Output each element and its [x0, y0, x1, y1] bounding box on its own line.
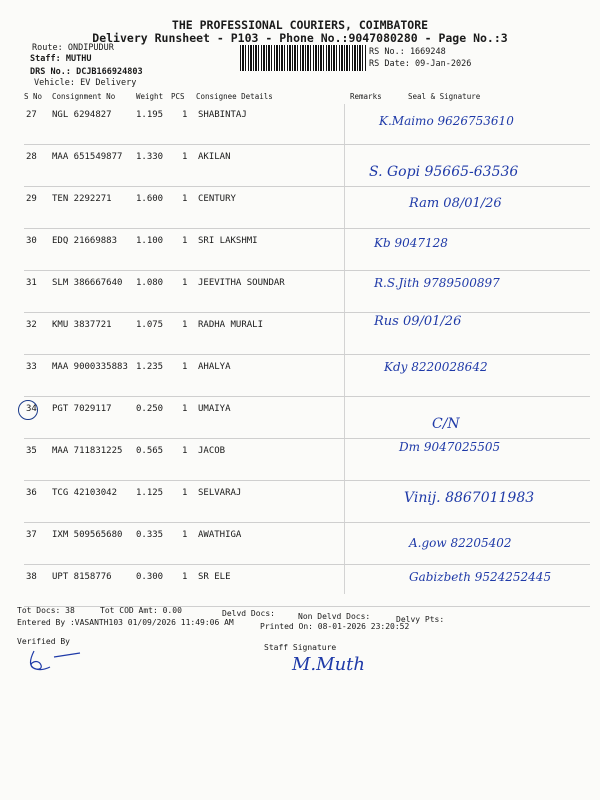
row-sno: 36 [26, 488, 37, 498]
staff-line [30, 54, 91, 64]
row-weight: 1.125 [136, 488, 164, 498]
row-separator [24, 186, 590, 187]
row-pcs: 1 [182, 530, 188, 540]
row-sno: 34 [26, 404, 37, 414]
row-weight: 1.075 [136, 320, 164, 330]
row-pcs: 1 [182, 194, 188, 204]
row-pcs: 1 [182, 446, 188, 456]
row-weight: 1.080 [136, 278, 164, 288]
row-consignment-no: SLM 386667640 [52, 278, 123, 288]
row-weight: 0.300 [136, 572, 164, 582]
row-separator [24, 396, 590, 397]
entered-by: Entered By :VASANTH103 01/09/2026 11:49:06 AM [17, 618, 234, 627]
staff-label: Staff: [30, 54, 61, 64]
row-handwritten-signature: Dm 9047025505 [399, 440, 501, 454]
table-row [24, 188, 590, 230]
staff-signature-label: Staff Signature [264, 643, 337, 652]
delivery-points: Delvy Pts: [396, 615, 445, 624]
row-handwritten-signature: Kb 9047128 [374, 236, 448, 250]
row-consignment-no: IXM 509565680 [52, 530, 123, 540]
row-handwritten-signature: Gabizbeth 9524252445 [409, 570, 552, 584]
route-label: Route: [32, 43, 63, 53]
row-sno: 35 [26, 446, 37, 456]
row-separator [24, 312, 590, 313]
drs-label: DRS No.: [30, 67, 71, 77]
row-consignee-name: RADHA MURALI [198, 320, 264, 330]
row-consignee-name: AKILAN [198, 152, 231, 162]
row-consignment-no: EDQ 21669883 [52, 236, 118, 246]
staff-value: MUTHU [65, 54, 92, 64]
row-handwritten-signature: Ram 08/01/26 [409, 196, 502, 211]
runsheet-table [24, 92, 590, 600]
delivered-docs: Delvd Docs: [222, 609, 275, 618]
drs-line [30, 67, 143, 77]
row-weight: 0.335 [136, 530, 164, 540]
row-sno: 33 [26, 362, 37, 372]
row-separator [24, 354, 590, 355]
row-sno: 32 [26, 320, 37, 330]
row-consignee-name: CENTURY [198, 194, 236, 204]
row-consignee-name: SRI LAKSHMI [198, 236, 258, 246]
barcode [240, 45, 366, 71]
row-sno: 31 [26, 278, 37, 288]
col-pcs: PCS [171, 92, 185, 101]
row-consignment-no: NGL 6294827 [52, 110, 112, 120]
col-weight: Weight [136, 92, 164, 101]
col-seal-signature: Seal & Signature [408, 92, 481, 101]
row-separator [24, 270, 590, 271]
row-pcs: 1 [182, 488, 188, 498]
table-row [24, 230, 590, 272]
row-weight: 1.235 [136, 362, 164, 372]
row-consignee-name: UMAIYA [198, 404, 231, 414]
row-handwritten-signature: Kdy 8220028642 [384, 360, 488, 374]
drs-value: DCJB166924803 [76, 67, 143, 77]
row-weight: 1.195 [136, 110, 164, 120]
company-title: THE PROFESSIONAL COURIERS, COIMBATORE [171, 18, 429, 32]
row-pcs: 1 [182, 278, 188, 288]
row-pcs: 1 [182, 236, 188, 246]
row-consignee-name: SHABINTAJ [198, 110, 247, 120]
table-row [24, 104, 590, 146]
row-pcs: 1 [182, 572, 188, 582]
col-consignee: Consignee Details [196, 92, 273, 101]
row-consignee-name: AWATHIGA [198, 530, 242, 540]
row-separator [24, 144, 590, 145]
row-weight: 0.250 [136, 404, 164, 414]
row-separator [24, 522, 590, 523]
row-weight: 1.600 [136, 194, 164, 204]
row-weight: 0.565 [136, 446, 164, 456]
row-pcs: 1 [182, 362, 188, 372]
row-sno: 38 [26, 572, 37, 582]
row-sno: 27 [26, 110, 37, 120]
row-consignee-name: JEEVITHA SOUNDAR [198, 278, 285, 288]
row-handwritten-signature: Vinij. 8867011983 [404, 490, 535, 506]
table-row [24, 146, 590, 188]
table-row [24, 272, 590, 314]
row-separator [24, 480, 590, 481]
printed-on: Printed On: 08-01-2026 23:20:52 [260, 622, 410, 631]
verifier-signature [20, 645, 90, 675]
row-highlight-circle [18, 400, 38, 420]
row-sno: 37 [26, 530, 37, 540]
table-row [24, 524, 590, 566]
row-sno: 30 [26, 236, 37, 246]
table-row [24, 398, 590, 440]
row-separator [24, 438, 590, 439]
table-row [24, 314, 590, 356]
route-value: ONDIPUDUR [67, 43, 114, 53]
row-sno: 28 [26, 152, 37, 162]
runsheet-subtitle: Delivery Runsheet - P103 - Phone No.:9047080280 - Page No.:3 [92, 31, 508, 45]
row-weight: 1.330 [136, 152, 164, 162]
row-consignment-no: TEN 2292271 [52, 194, 112, 204]
total-cod-amount: Tot COD Amt: 0.00 [100, 606, 182, 615]
row-pcs: 1 [182, 404, 188, 414]
row-consignee-name: SR ELE [198, 572, 231, 582]
row-handwritten-signature: K.Maimo 9626753610 [379, 114, 514, 128]
row-handwritten-signature: R.S.Jith 9789500897 [374, 276, 500, 290]
row-pcs: 1 [182, 152, 188, 162]
table-row [24, 356, 590, 398]
staff-signature-handwriting: M.Muth [292, 654, 366, 675]
vehicle-label: Vehicle: [34, 78, 75, 88]
row-weight: 1.100 [136, 236, 164, 246]
table-row [24, 566, 590, 608]
total-docs: Tot Docs: 38 [17, 606, 75, 615]
row-separator [24, 564, 590, 565]
row-handwritten-signature: S. Gopi 95665-63536 [369, 164, 519, 180]
row-consignment-no: MAA 651549877 [52, 152, 123, 162]
row-consignment-no: MAA 9000335883 [52, 362, 128, 372]
row-consignment-no: KMU 3837721 [52, 320, 112, 330]
row-consignee-name: SELVARAJ [198, 488, 242, 498]
rs-date: RS Date: 09-Jan-2026 [369, 59, 472, 69]
row-consignment-no: PGT 7029117 [52, 404, 112, 414]
row-consignment-no: MAA 711831225 [52, 446, 123, 456]
row-consignment-no: TCG 42103042 [52, 488, 118, 498]
route-line [32, 43, 114, 53]
non-delivered-docs: Non Delvd Docs: [298, 612, 371, 621]
table-row [24, 440, 590, 482]
row-handwritten-signature: A.gow 82205402 [409, 536, 512, 550]
col-consignment: Consignment No [52, 92, 116, 101]
vehicle-value: EV Delivery [80, 78, 137, 88]
table-row [24, 482, 590, 524]
row-pcs: 1 [182, 110, 188, 120]
row-separator [24, 228, 590, 229]
row-consignee-name: AHALYA [198, 362, 231, 372]
row-sno: 29 [26, 194, 37, 204]
col-remarks: Remarks [350, 92, 382, 101]
row-consignment-no: UPT 8158776 [52, 572, 112, 582]
row-handwritten-signature: C/N [432, 416, 460, 432]
verified-by: Verified By [17, 637, 70, 646]
rs-number: RS No.: 1669248 [369, 47, 446, 57]
row-handwritten-signature: Rus 09/01/26 [374, 314, 462, 329]
row-pcs: 1 [182, 320, 188, 330]
row-consignee-name: JACOB [198, 446, 226, 456]
col-sno: S No [24, 92, 43, 101]
vehicle-line [34, 78, 136, 88]
